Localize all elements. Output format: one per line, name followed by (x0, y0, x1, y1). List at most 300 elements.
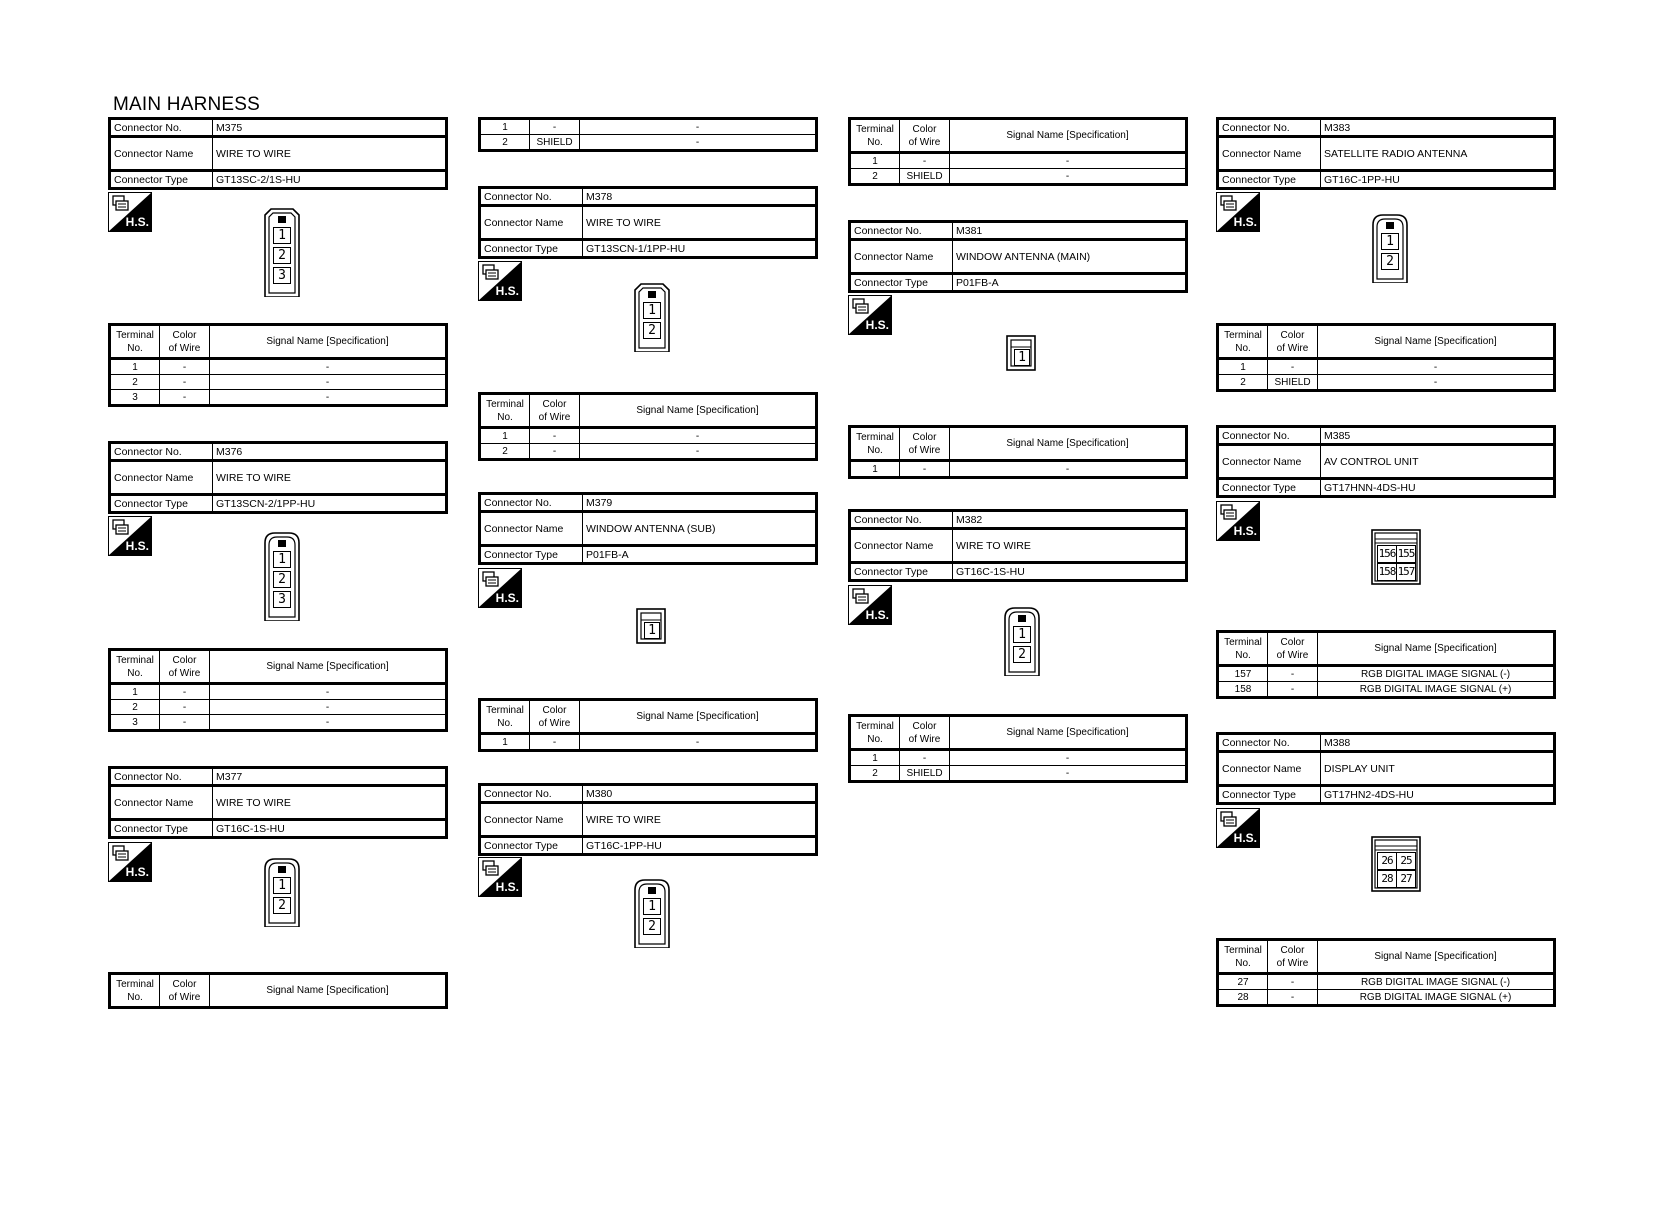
connector-info-table (1216, 117, 1556, 190)
color-header (900, 427, 950, 461)
terminal-no-header (850, 119, 900, 153)
terminal-header-line2: No. (867, 733, 883, 745)
connector-name-value: SATELLITE RADIO ANTENNA (1321, 137, 1555, 171)
terminal-no-header (1218, 632, 1268, 666)
table-row (850, 750, 1187, 766)
terminal-no-cell: 2 (850, 766, 900, 782)
signal-header: Signal Name [Specification] (950, 716, 1187, 750)
terminal-header-line2: No. (1235, 342, 1251, 354)
table-row (110, 684, 447, 700)
color-header (160, 974, 210, 1008)
signal-header: Signal Name [Specification] (210, 650, 447, 684)
connector-no-label: Connector No. (110, 768, 213, 786)
color-header (1268, 940, 1318, 974)
wire-color-cell: - (900, 461, 950, 478)
wire-color-cell: - (1268, 666, 1318, 682)
terminal-no-header (480, 394, 530, 428)
connector-no-label: Connector No. (480, 188, 583, 206)
hs-label: H.S. (865, 318, 889, 332)
table-row (1218, 990, 1555, 1006)
terminal-no-header (1218, 325, 1268, 359)
pin-label: 28 (1377, 870, 1397, 888)
connector-no-label: Connector No. (110, 119, 213, 137)
connector-no-label: Connector No. (850, 511, 953, 529)
harness-side-icon (108, 192, 152, 232)
wire-color-cell: - (530, 734, 580, 751)
hs-label: H.S. (125, 539, 149, 553)
wire-color-cell: - (160, 715, 210, 731)
connector-no-label: Connector No. (1218, 119, 1321, 137)
terminal-table (478, 117, 818, 152)
color-header-line1: Color (912, 720, 937, 732)
signal-name-cell: RGB DIGITAL IMAGE SIGNAL (+) (1318, 682, 1555, 698)
color-header-line2: of Wire (1276, 342, 1309, 354)
connector-type-value: GT16C-1S-HU (213, 820, 447, 838)
connector-type-label: Connector Type (480, 837, 583, 855)
pin-label: 2 (643, 322, 661, 339)
connector-info-table (108, 766, 448, 839)
pin-label: 1 (643, 302, 661, 319)
hs-label: H.S. (865, 608, 889, 622)
terminal-header-line1: Terminal (856, 123, 894, 135)
connector-name-value: WIRE TO WIRE (213, 461, 447, 495)
pin-label: 3 (273, 591, 291, 608)
table-row (480, 734, 817, 751)
terminal-no-header (110, 974, 160, 1008)
terminal-header-line2: No. (127, 342, 143, 354)
signal-name-cell: - (210, 684, 447, 700)
terminal-table (108, 972, 448, 1009)
table-row (1218, 375, 1555, 391)
connector-name-label: Connector Name (1218, 445, 1321, 479)
connector-face (1371, 213, 1409, 283)
connector-name-value: WINDOW ANTENNA (MAIN) (953, 240, 1187, 274)
pin-label: 2 (273, 571, 291, 588)
wire-color-cell: - (900, 750, 950, 766)
hs-label: H.S. (125, 215, 149, 229)
terminal-table (108, 648, 448, 732)
signal-name-cell: - (210, 375, 447, 390)
connector-face (263, 207, 301, 297)
wire-color-cell: - (530, 444, 580, 460)
wire-color-cell: - (530, 119, 580, 135)
table-row (480, 119, 817, 135)
terminal-no-header (850, 716, 900, 750)
table-row (850, 461, 1187, 478)
terminal-no-cell: 2 (110, 375, 160, 390)
pin-label: 1 (1014, 349, 1030, 366)
hs-label: H.S. (1233, 831, 1257, 845)
color-header (160, 650, 210, 684)
harness-side-icon (108, 516, 152, 556)
signal-header: Signal Name [Specification] (580, 394, 817, 428)
hs-label: H.S. (125, 865, 149, 879)
connector-no-value: M376 (213, 443, 447, 461)
connector-name-value: WIRE TO WIRE (583, 803, 817, 837)
pin-label: 25 (1396, 852, 1416, 870)
connector-no-value: M382 (953, 511, 1187, 529)
harness-side-icon (1216, 192, 1260, 232)
signal-name-cell: - (580, 119, 817, 135)
connector-info-table (108, 441, 448, 514)
page-title: MAIN HARNESS (113, 94, 261, 115)
connector-type-label: Connector Type (1218, 171, 1321, 189)
signal-name-cell: - (580, 135, 817, 151)
harness-side-icon (108, 842, 152, 882)
terminal-no-cell: 157 (1218, 666, 1268, 682)
color-header (1268, 325, 1318, 359)
hs-label: H.S. (495, 591, 519, 605)
terminal-header-line2: No. (1235, 649, 1251, 661)
signal-header: Signal Name [Specification] (1318, 632, 1555, 666)
color-header-line2: of Wire (908, 444, 941, 456)
color-header-line1: Color (1280, 329, 1305, 341)
connector-type-value: GT13SCN-2/1PP-HU (213, 495, 447, 513)
color-header-line2: of Wire (908, 733, 941, 745)
connector-info-table (478, 186, 818, 259)
color-header-line2: of Wire (168, 342, 201, 354)
terminal-header-line1: Terminal (1224, 636, 1262, 648)
signal-header: Signal Name [Specification] (1318, 940, 1555, 974)
color-header-line1: Color (172, 654, 197, 666)
wire-color-cell: SHIELD (530, 135, 580, 151)
connector-name-label: Connector Name (110, 786, 213, 820)
color-header (530, 394, 580, 428)
connector-type-label: Connector Type (480, 240, 583, 258)
terminal-table (1216, 938, 1556, 1007)
terminal-header-line2: No. (1235, 957, 1251, 969)
connector-type-label: Connector Type (850, 274, 953, 292)
color-header-line1: Color (912, 123, 937, 135)
terminal-header-line2: No. (127, 991, 143, 1003)
terminal-header-line1: Terminal (856, 431, 894, 443)
connector-info-table (108, 117, 448, 190)
table-row (1218, 359, 1555, 375)
wire-color-cell: - (900, 153, 950, 169)
table-row (110, 700, 447, 715)
signal-name-cell: RGB DIGITAL IMAGE SIGNAL (+) (1318, 990, 1555, 1006)
harness-side-icon (478, 568, 522, 608)
connector-type-label: Connector Type (1218, 786, 1321, 804)
wire-color-cell: - (1268, 359, 1318, 375)
pin-label: 1 (644, 622, 660, 639)
connector-no-label: Connector No. (1218, 427, 1321, 445)
wire-color-cell: - (530, 428, 580, 444)
connector-no-label: Connector No. (110, 443, 213, 461)
pin-label: 157 (1396, 563, 1416, 581)
signal-name-cell: - (950, 750, 1187, 766)
connector-type-label: Connector Type (1218, 479, 1321, 497)
terminal-no-header (480, 700, 530, 734)
connector-no-value: M377 (213, 768, 447, 786)
signal-name-cell: - (950, 766, 1187, 782)
connector-no-value: M379 (583, 494, 817, 512)
signal-name-cell: - (580, 428, 817, 444)
connector-type-value: GT13SCN-1/1PP-HU (583, 240, 817, 258)
color-header-line1: Color (172, 329, 197, 341)
color-header (900, 716, 950, 750)
connector-name-value: DISPLAY UNIT (1321, 752, 1555, 786)
connector-name-value: WIRE TO WIRE (953, 529, 1187, 563)
signal-header: Signal Name [Specification] (950, 119, 1187, 153)
pin-label: 2 (643, 918, 661, 935)
connector-no-value: M375 (213, 119, 447, 137)
connector-no-value: M385 (1321, 427, 1555, 445)
pin-label: 2 (1381, 253, 1399, 270)
terminal-table (848, 117, 1188, 186)
terminal-no-cell: 1 (480, 428, 530, 444)
table-row (1218, 682, 1555, 698)
wire-color-cell: SHIELD (900, 169, 950, 185)
terminal-no-cell: 2 (850, 169, 900, 185)
harness-side-icon (848, 295, 892, 335)
harness-side-icon (478, 261, 522, 301)
terminal-no-cell: 2 (480, 135, 530, 151)
terminal-header-line2: No. (497, 411, 513, 423)
connector-face (633, 878, 671, 948)
table-row (480, 135, 817, 151)
color-header (530, 700, 580, 734)
signal-name-cell: - (210, 700, 447, 715)
connector-info-table (848, 509, 1188, 582)
terminal-table (848, 425, 1188, 479)
connector-name-value: WIRE TO WIRE (213, 786, 447, 820)
color-header (1268, 632, 1318, 666)
pin-label: 27 (1396, 870, 1416, 888)
connector-name-value: WINDOW ANTENNA (SUB) (583, 512, 817, 546)
terminal-no-header (110, 650, 160, 684)
terminal-no-cell: 3 (110, 715, 160, 731)
wire-color-cell: SHIELD (1268, 375, 1318, 391)
harness-side-icon (848, 585, 892, 625)
table-row (110, 359, 447, 375)
connector-info-table (848, 220, 1188, 293)
connector-info-table (478, 783, 818, 856)
hs-label: H.S. (1233, 524, 1257, 538)
table-row (480, 428, 817, 444)
pin-label: 1 (273, 877, 291, 894)
hs-label: H.S. (1233, 215, 1257, 229)
signal-name-cell: - (950, 169, 1187, 185)
pin-label: 2 (273, 897, 291, 914)
terminal-header-line1: Terminal (116, 329, 154, 341)
terminal-header-line1: Terminal (486, 398, 524, 410)
color-header-line2: of Wire (538, 717, 571, 729)
pin-label: 1 (1013, 626, 1031, 643)
connector-no-value: M378 (583, 188, 817, 206)
connector-no-value: M388 (1321, 734, 1555, 752)
signal-header: Signal Name [Specification] (210, 325, 447, 359)
color-header (900, 119, 950, 153)
signal-header: Signal Name [Specification] (580, 700, 817, 734)
signal-name-cell: - (1318, 359, 1555, 375)
connector-type-value: P01FB-A (953, 274, 1187, 292)
pin-label: 1 (643, 898, 661, 915)
signal-name-cell: - (580, 444, 817, 460)
terminal-header-line1: Terminal (1224, 944, 1262, 956)
terminal-table (848, 714, 1188, 783)
connector-name-label: Connector Name (1218, 752, 1321, 786)
pin-label: 3 (273, 267, 291, 284)
signal-name-cell: - (210, 715, 447, 731)
connector-type-label: Connector Type (110, 171, 213, 189)
terminal-no-cell: 2 (110, 700, 160, 715)
pin-label: 1 (273, 551, 291, 568)
connector-no-value: M383 (1321, 119, 1555, 137)
connector-name-label: Connector Name (480, 803, 583, 837)
connector-type-label: Connector Type (110, 820, 213, 838)
terminal-table (1216, 323, 1556, 392)
connector-face (263, 531, 301, 621)
terminal-header-line2: No. (127, 667, 143, 679)
pin-label: 155 (1396, 545, 1416, 563)
terminal-header-line1: Terminal (1224, 329, 1262, 341)
signal-name-cell: - (1318, 375, 1555, 391)
signal-name-cell: - (950, 153, 1187, 169)
connector-name-label: Connector Name (850, 529, 953, 563)
terminal-table (478, 392, 818, 461)
color-header-line2: of Wire (168, 667, 201, 679)
harness-side-icon (1216, 808, 1260, 848)
harness-side-icon (478, 857, 522, 897)
connector-type-label: Connector Type (110, 495, 213, 513)
terminal-no-cell: 1 (850, 750, 900, 766)
table-row (850, 153, 1187, 169)
connector-type-value: GT16C-1PP-HU (1321, 171, 1555, 189)
signal-name-cell: - (950, 461, 1187, 478)
connector-name-value: AV CONTROL UNIT (1321, 445, 1555, 479)
wire-color-cell: SHIELD (900, 766, 950, 782)
pin-label: 2 (1013, 646, 1031, 663)
terminal-table (1216, 630, 1556, 699)
table-row (1218, 666, 1555, 682)
connector-type-value: GT13SC-2/1S-HU (213, 171, 447, 189)
terminal-table (478, 698, 818, 752)
connector-type-value: GT16C-1S-HU (953, 563, 1187, 581)
table-row (110, 390, 447, 406)
table-row (850, 766, 1187, 782)
terminal-header-line2: No. (867, 136, 883, 148)
terminal-no-cell: 27 (1218, 974, 1268, 990)
connector-type-label: Connector Type (850, 563, 953, 581)
terminal-no-cell: 158 (1218, 682, 1268, 698)
terminal-no-cell: 1 (480, 734, 530, 751)
signal-header: Signal Name [Specification] (950, 427, 1187, 461)
color-header-line1: Color (542, 704, 567, 716)
signal-header: Signal Name [Specification] (210, 974, 447, 1008)
signal-name-cell: - (210, 390, 447, 406)
color-header-line2: of Wire (1276, 957, 1309, 969)
connector-face (1003, 606, 1041, 676)
connector-no-label: Connector No. (1218, 734, 1321, 752)
connector-name-label: Connector Name (110, 461, 213, 495)
table-row (110, 715, 447, 731)
connector-no-label: Connector No. (480, 785, 583, 803)
terminal-no-cell: 1 (480, 119, 530, 135)
terminal-header-line2: No. (497, 717, 513, 729)
terminal-no-cell: 28 (1218, 990, 1268, 1006)
connector-name-label: Connector Name (850, 240, 953, 274)
signal-name-cell: - (580, 734, 817, 751)
wire-color-cell: - (160, 684, 210, 700)
color-header-line2: of Wire (908, 136, 941, 148)
connector-face (263, 857, 301, 927)
terminal-header-line1: Terminal (856, 720, 894, 732)
color-header (160, 325, 210, 359)
connector-info-table (1216, 425, 1556, 498)
wire-color-cell: - (1268, 974, 1318, 990)
connector-face (633, 282, 671, 352)
terminal-no-header (110, 325, 160, 359)
connector-face (1371, 529, 1421, 585)
terminal-header-line1: Terminal (116, 978, 154, 990)
wire-color-cell: - (1268, 682, 1318, 698)
connector-name-value: WIRE TO WIRE (213, 137, 447, 171)
table-row (1218, 974, 1555, 990)
table-row (480, 444, 817, 460)
connector-type-value: GT16C-1PP-HU (583, 837, 817, 855)
terminal-no-header (1218, 940, 1268, 974)
color-header-line1: Color (1280, 636, 1305, 648)
harness-side-icon (1216, 501, 1260, 541)
connector-name-value: WIRE TO WIRE (583, 206, 817, 240)
connector-name-label: Connector Name (110, 137, 213, 171)
terminal-no-cell: 1 (850, 461, 900, 478)
terminal-no-cell: 3 (110, 390, 160, 406)
terminal-no-cell: 1 (850, 153, 900, 169)
terminal-no-cell: 1 (110, 684, 160, 700)
connector-type-label: Connector Type (480, 546, 583, 564)
color-header-line1: Color (912, 431, 937, 443)
connector-no-label: Connector No. (850, 222, 953, 240)
connector-face (1371, 836, 1421, 892)
pin-label: 156 (1377, 545, 1397, 563)
color-header-line2: of Wire (168, 991, 201, 1003)
connector-name-label: Connector Name (1218, 137, 1321, 171)
wire-color-cell: - (1268, 990, 1318, 1006)
connector-no-label: Connector No. (480, 494, 583, 512)
color-header-line1: Color (542, 398, 567, 410)
wire-color-cell: - (160, 700, 210, 715)
wire-color-cell: - (160, 390, 210, 406)
signal-name-cell: - (210, 359, 447, 375)
pin-label: 1 (1381, 233, 1399, 250)
table-row (110, 375, 447, 390)
connector-face (636, 608, 666, 644)
pin-label: 2 (273, 247, 291, 264)
signal-name-cell: RGB DIGITAL IMAGE SIGNAL (-) (1318, 666, 1555, 682)
terminal-table (108, 323, 448, 407)
connector-no-value: M381 (953, 222, 1187, 240)
pin-label: 1 (273, 227, 291, 244)
terminal-header-line1: Terminal (116, 654, 154, 666)
color-header-line1: Color (172, 978, 197, 990)
connector-name-label: Connector Name (480, 512, 583, 546)
terminal-header-line1: Terminal (486, 704, 524, 716)
signal-name-cell: RGB DIGITAL IMAGE SIGNAL (-) (1318, 974, 1555, 990)
connector-face (1006, 335, 1036, 371)
terminal-header-line2: No. (867, 444, 883, 456)
pin-label: 26 (1377, 852, 1397, 870)
connector-type-value: GT17HN2-4DS-HU (1321, 786, 1555, 804)
table-row (850, 169, 1187, 185)
hs-label: H.S. (495, 880, 519, 894)
terminal-no-cell: 1 (110, 359, 160, 375)
connector-type-value: GT17HNN-4DS-HU (1321, 479, 1555, 497)
terminal-no-cell: 2 (480, 444, 530, 460)
signal-header: Signal Name [Specification] (1318, 325, 1555, 359)
connector-info-table (478, 492, 818, 565)
